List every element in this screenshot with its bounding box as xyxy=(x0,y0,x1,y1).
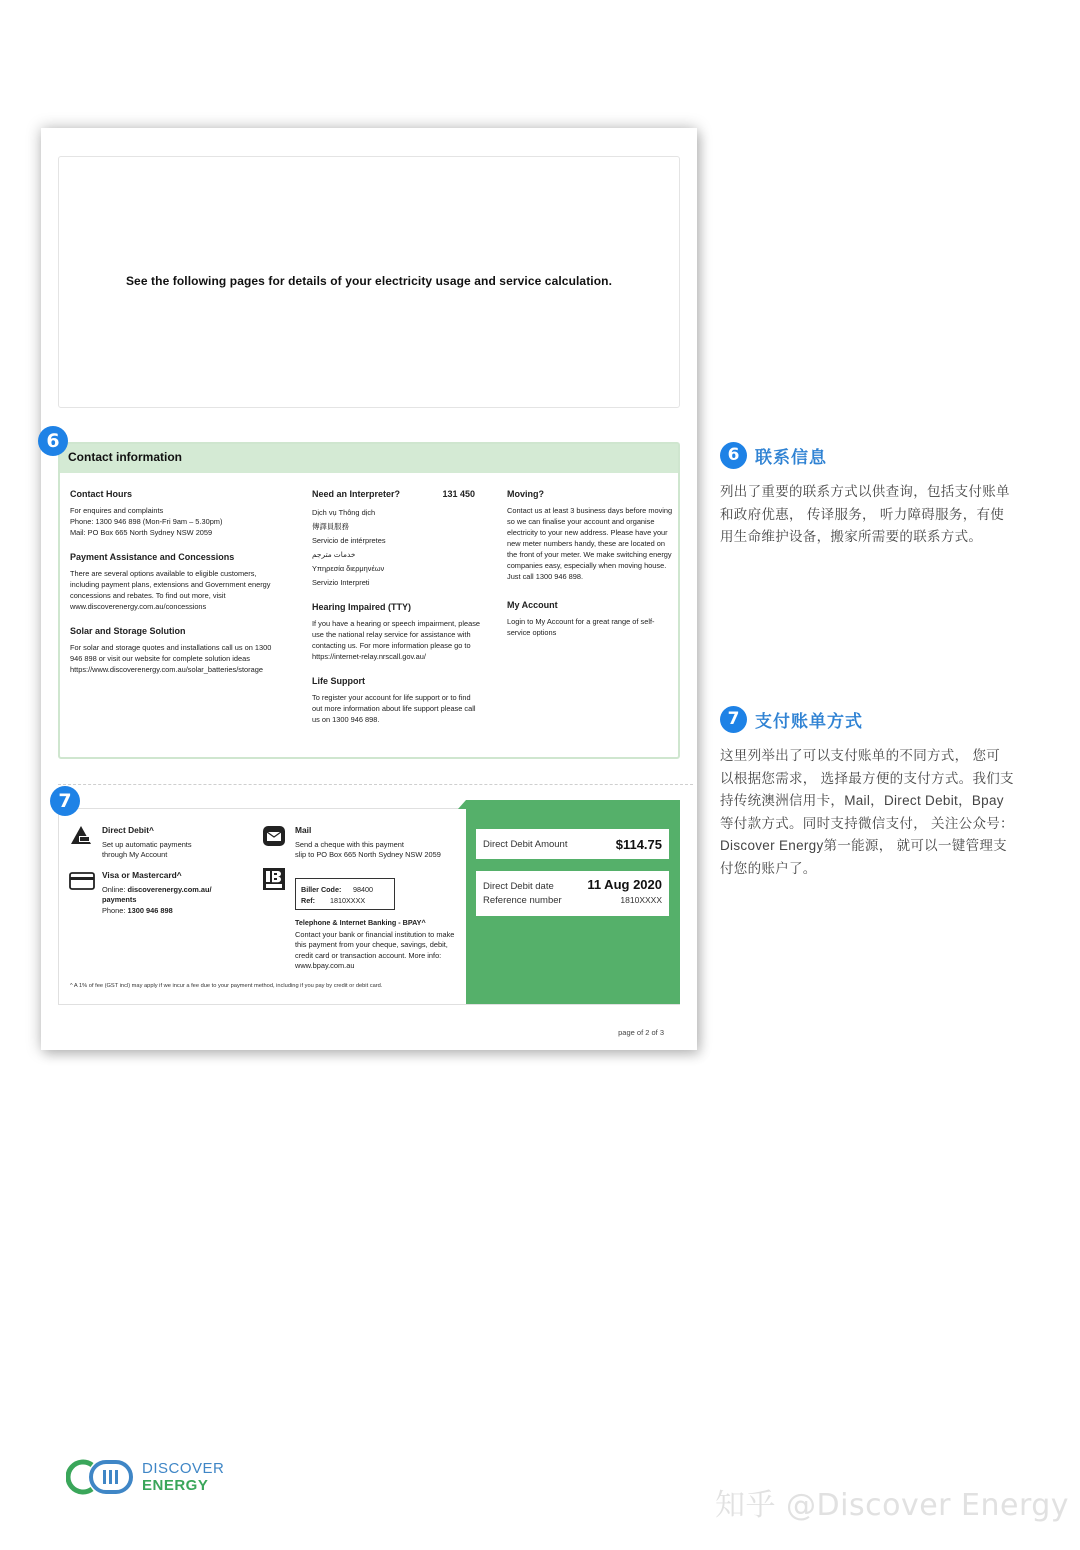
direct-debit-date-value: 11 Aug 2020 xyxy=(587,877,662,892)
contact-hours-body: For enquires and complaints Phone: 1300 946 898 (Mon-Fri 9am – 5.30pm) Mail: PO Box 665 North Sydney NSW 2059 xyxy=(70,506,223,537)
moving-body: Contact us at least 3 business days before moving so we can finalise your account and organise electricity to your new address. Please have your new meter numbers handy, these are located on the front of your meter. We make switching energy companies easy, especially when moving house. Just call 1300 946 898. xyxy=(507,506,673,581)
life-support-heading: Life Support xyxy=(312,676,365,686)
card-option xyxy=(102,870,212,916)
card-phone-value: 1300 946 898 xyxy=(127,905,173,915)
solar-storage-heading: Solar and Storage Solution xyxy=(70,626,186,636)
side-6-title: 联系信息 xyxy=(755,447,827,467)
logo-text-discover: DISCOVER xyxy=(142,1460,225,1477)
reference-number-value: 1810XXXX xyxy=(620,895,662,905)
card-online-label: Online: xyxy=(102,884,126,894)
bpay-ref-value: 1810XXXX xyxy=(330,896,366,905)
interpreter-language-item: Servicio de intérpretes xyxy=(312,536,386,545)
contact-column-1 xyxy=(70,489,282,675)
side-6-body: 列出了重要的联系方式以供查询，包括支付账单 和政府优惠， 传译服务， 听力障碍服务，有使 用生命维护设备，搬家所需要的联系方式。 xyxy=(720,484,1010,544)
direct-debit-amount-box xyxy=(476,829,669,859)
logo-text-energy: ENERGY xyxy=(142,1477,209,1494)
solar-storage-body: For solar and storage quotes and installations call us on 1300 946 898 or visit our website for complete solution ideas https://www.discoverenergy.com.au/solar_batteries/storage xyxy=(70,643,272,674)
mail-body: Send a cheque with this payment slip to PO Box 665 North Sydney NSW 2059 xyxy=(295,839,441,859)
card-heading: Visa or Mastercard^ xyxy=(102,870,182,880)
payment-methods xyxy=(59,809,467,1004)
direct-debit-date-box xyxy=(476,871,669,916)
bill-page xyxy=(41,128,697,1050)
direct-debit-body: Set up automatic payments through My Account xyxy=(102,839,192,859)
bpay-option xyxy=(295,918,460,972)
section-6-badge: 6 xyxy=(38,426,68,456)
logo-mark-icon xyxy=(66,1456,136,1498)
direct-debit-heading: Direct Debit^ xyxy=(102,825,154,835)
direct-debit-date-label: Direct Debit date xyxy=(483,881,554,892)
credit-card-icon xyxy=(69,872,95,894)
contact-information-section xyxy=(58,442,680,759)
bpay-ref-label: Ref: xyxy=(301,896,315,905)
bpay-icon xyxy=(263,868,285,894)
notice-box xyxy=(58,156,680,408)
direct-debit-panel xyxy=(466,809,680,1004)
card-online-link[interactable]: discoverenergy.com.au/ xyxy=(127,884,212,894)
interpreter-language-list xyxy=(312,506,482,590)
direct-debit-amount-value: $114.75 xyxy=(615,836,662,852)
bpay-biller-box xyxy=(295,878,395,910)
contact-information-title: Contact information xyxy=(60,444,678,473)
hearing-impaired-body: If you have a hearing or speech impairment, please use the national relay service for assistance with contacting us. For more information please go to https://internet-relay.nrscall.gov.au/ xyxy=(312,619,481,661)
direct-debit-icon xyxy=(69,825,93,851)
side-7-title: 支付账单方式 xyxy=(755,711,863,731)
side-7-body: 这里列举出了可以支付账单的不同方式， 您可 以根据您需求， 选择最方便的支付方式。我们支 持传统澳洲信用卡，Mail，Direct Debit，Bpay 等付款方式。同时支持微信支付， 关注公众号： Discover Energy第一能源， 就可以一键管理支 付您的账户了。 xyxy=(720,748,1014,876)
interpreter-language-item: Servizio Interpreti xyxy=(312,578,370,587)
biller-code-value: 98400 xyxy=(353,885,373,894)
my-account-heading: My Account xyxy=(507,600,558,610)
biller-code-label: Biller Code: xyxy=(301,885,342,894)
contact-hours-heading: Contact Hours xyxy=(70,489,133,499)
card-online-link-cont[interactable]: payments xyxy=(102,895,137,904)
tear-off-line xyxy=(58,784,693,785)
life-support-body: To register your account for life support or to find out more information about life support please call us on 1300 946 898. xyxy=(312,693,476,724)
side-note-contact xyxy=(720,441,1040,549)
interpreter-language-item: 傳譯員服務 xyxy=(312,522,349,531)
direct-debit-amount-label: Direct Debit Amount xyxy=(483,838,568,850)
hearing-impaired-heading: Hearing Impaired (TTY) xyxy=(312,602,412,612)
side-note-payment xyxy=(720,705,1040,880)
interpreter-language-item: خدمات مترجم xyxy=(312,550,356,559)
moving-heading: Moving? xyxy=(507,489,544,499)
reference-number-label: Reference number xyxy=(483,895,562,906)
mail-heading: Mail xyxy=(295,825,312,835)
notice-text: See the following pages for details of your electricity usage and service calculation. xyxy=(125,274,613,288)
mail-icon xyxy=(262,825,286,851)
payment-footnote: ^ A 1% of fee (GST incl) may apply if we incur a fee due to your payment method, including if you pay by credit or debit card. xyxy=(70,983,383,989)
interpreter-language-item: Υπηρεσία διερμηνέων xyxy=(312,564,385,573)
side-6-badge: 6 xyxy=(720,442,747,469)
payment-assistance-body: There are several options available to eligible customers, including payment plans, extensions and Government energy concessions and rebates. To find out more, visit www.discoverenergy.com.au/concessions xyxy=(70,569,271,611)
direct-debit-option xyxy=(102,825,192,861)
bpay-heading: Telephone & Internet Banking - BPAY^ xyxy=(295,918,426,927)
page-number: page of 2 of 3 xyxy=(618,1028,664,1037)
bpay-body: Contact your bank or financial institution to make this payment from your cheque, savings, debit, credit card or transaction account. More info: www.bpay.com.au xyxy=(295,929,455,970)
contact-column-2 xyxy=(312,489,482,725)
mail-option xyxy=(295,825,441,861)
interpreter-number: 131 450 xyxy=(442,489,475,499)
section-7-badge: 7 xyxy=(50,786,80,816)
contact-column-3 xyxy=(507,489,673,638)
side-7-badge: 7 xyxy=(720,706,747,733)
interpreter-heading: Need an Interpreter? xyxy=(312,489,401,499)
discover-energy-logo xyxy=(66,1456,236,1498)
card-phone-label: Phone: xyxy=(102,905,126,915)
zhihu-watermark: 知乎 @Discover Energy xyxy=(715,1488,1070,1523)
my-account-body: Login to My Account for a great range of self-service options xyxy=(507,617,655,637)
payment-assistance-heading: Payment Assistance and Concessions xyxy=(70,552,235,562)
interpreter-language-item: Dịch vụ Thông dịch xyxy=(312,508,376,517)
payment-slip xyxy=(58,808,680,1005)
